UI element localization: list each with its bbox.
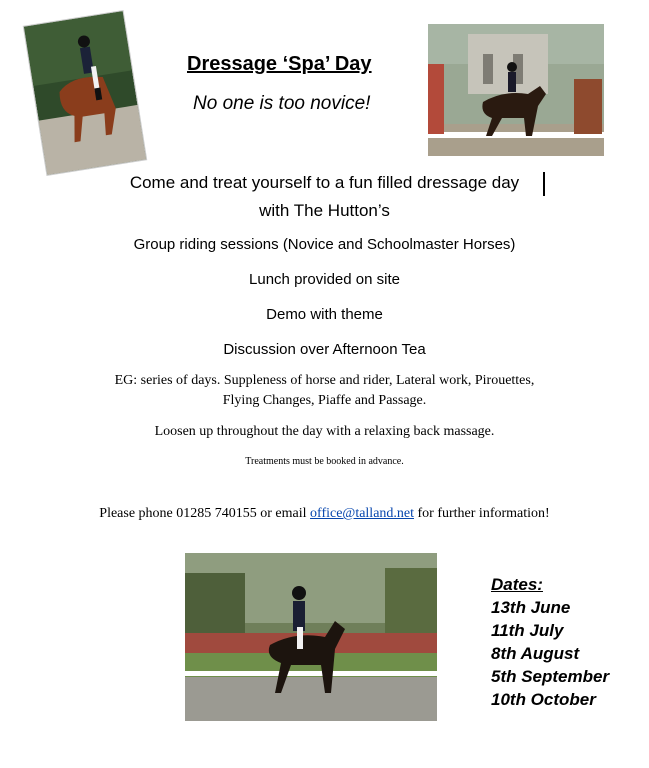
treatments-note: Treatments must be booked in advance.: [245, 456, 404, 467]
example-line-1: EG: series of days. Suppleness of horse and rider, Lateral work, Pirouettes,: [114, 373, 535, 388]
dates-heading: Dates:: [491, 575, 543, 594]
intro-line-1: Come and treat yourself to a fun filled dressage day: [129, 173, 520, 192]
activity-item: Demo with theme: [266, 306, 383, 323]
date-item: 8th August: [491, 644, 580, 663]
page-title: Dressage ‘Spa’ Day: [187, 53, 372, 75]
date-item: 5th September: [491, 667, 610, 686]
photo-rider-outdoor-bottom: [185, 553, 437, 721]
contact-prefix: Please phone 01285 740155 or email: [99, 506, 311, 521]
activity-item: Lunch provided on site: [249, 271, 400, 288]
photo-rider-arena-top-right: [428, 24, 604, 156]
email-link[interactable]: office@talland.net: [310, 506, 415, 521]
date-item: 10th October: [491, 690, 596, 709]
example-line-2: Flying Changes, Piaffe and Passage.: [222, 393, 427, 408]
dates-list: [491, 573, 609, 711]
text-cursor: [543, 172, 545, 196]
massage-text: Loosen up throughout the day with a relaxing back massage.: [154, 424, 495, 439]
contact-line: [0, 506, 649, 522]
activity-item: Discussion over Afternoon Tea: [223, 341, 426, 358]
activity-item: Group riding sessions (Novice and Schoolmaster Horses): [133, 236, 516, 253]
date-item: 11th July: [491, 621, 564, 640]
date-item: 13th June: [491, 598, 571, 617]
contact-suffix: for further information!: [414, 506, 550, 521]
intro-line-2: with The Hutton’s: [259, 201, 390, 220]
subtitle: No one is too novice!: [193, 93, 371, 114]
photo-rider-top-left: [24, 11, 146, 175]
